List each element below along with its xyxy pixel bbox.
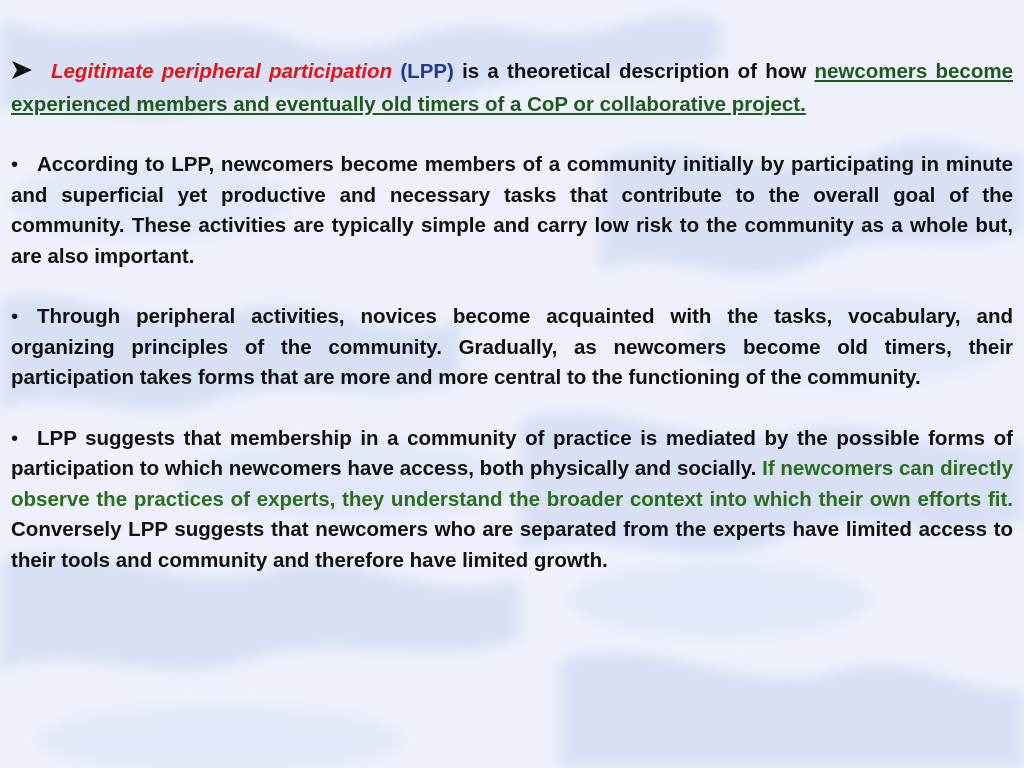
bullet-icon: •: [11, 426, 19, 450]
bullet-3-highlight: If newcomers can directly observe the practices of experts, they understand the broader context into which their own efforts fit.: [11, 457, 1013, 511]
bullet-paragraph-2: [11, 302, 1013, 394]
bullet-icon: •: [11, 153, 19, 176]
slide-content: [11, 57, 1013, 606]
bullet-paragraph-1: [11, 150, 1013, 272]
bullet-1-text: According to LPP, newcomers become members of a community initially by participating in minute and superficial yet productive and necessary tasks that contribute to the overall goal of the community. These activities are typically simple and carry low risk to the community as a whole but, are also important.: [11, 153, 1013, 268]
arrowhead-bullet-icon: [11, 59, 51, 90]
term-lpp: Legitimate peripheral participation: [51, 60, 393, 83]
bullet-3-text-b: Conversely LPP suggests that newcomers who are separated from the experts have limited access to their tools and community and therefore have limited growth.: [11, 518, 1013, 572]
bullet-2-text: Through peripheral activities, novices become acquainted with the tasks, vocabulary, and organizing principles of the community. Gradually, as newcomers become old timers, their participation takes forms that are more and more central to the functioning of the community.: [11, 305, 1013, 389]
bullet-icon: •: [11, 305, 19, 328]
intro-text: is a theoretical description of how: [453, 60, 815, 83]
intro-paragraph: [11, 57, 1013, 120]
intro-underlined-text: newcomers become experienced members and eventually old timers of a CoP or collaborative project.: [11, 60, 1013, 116]
bullet-3-text-a: LPP suggests that membership in a community of practice is mediated by the possible forms of participation to which newcomers have access, both physically and socially.: [11, 426, 1013, 480]
abbr-lpp: (LPP): [400, 60, 454, 83]
bullet-paragraph-3: [11, 424, 1013, 577]
